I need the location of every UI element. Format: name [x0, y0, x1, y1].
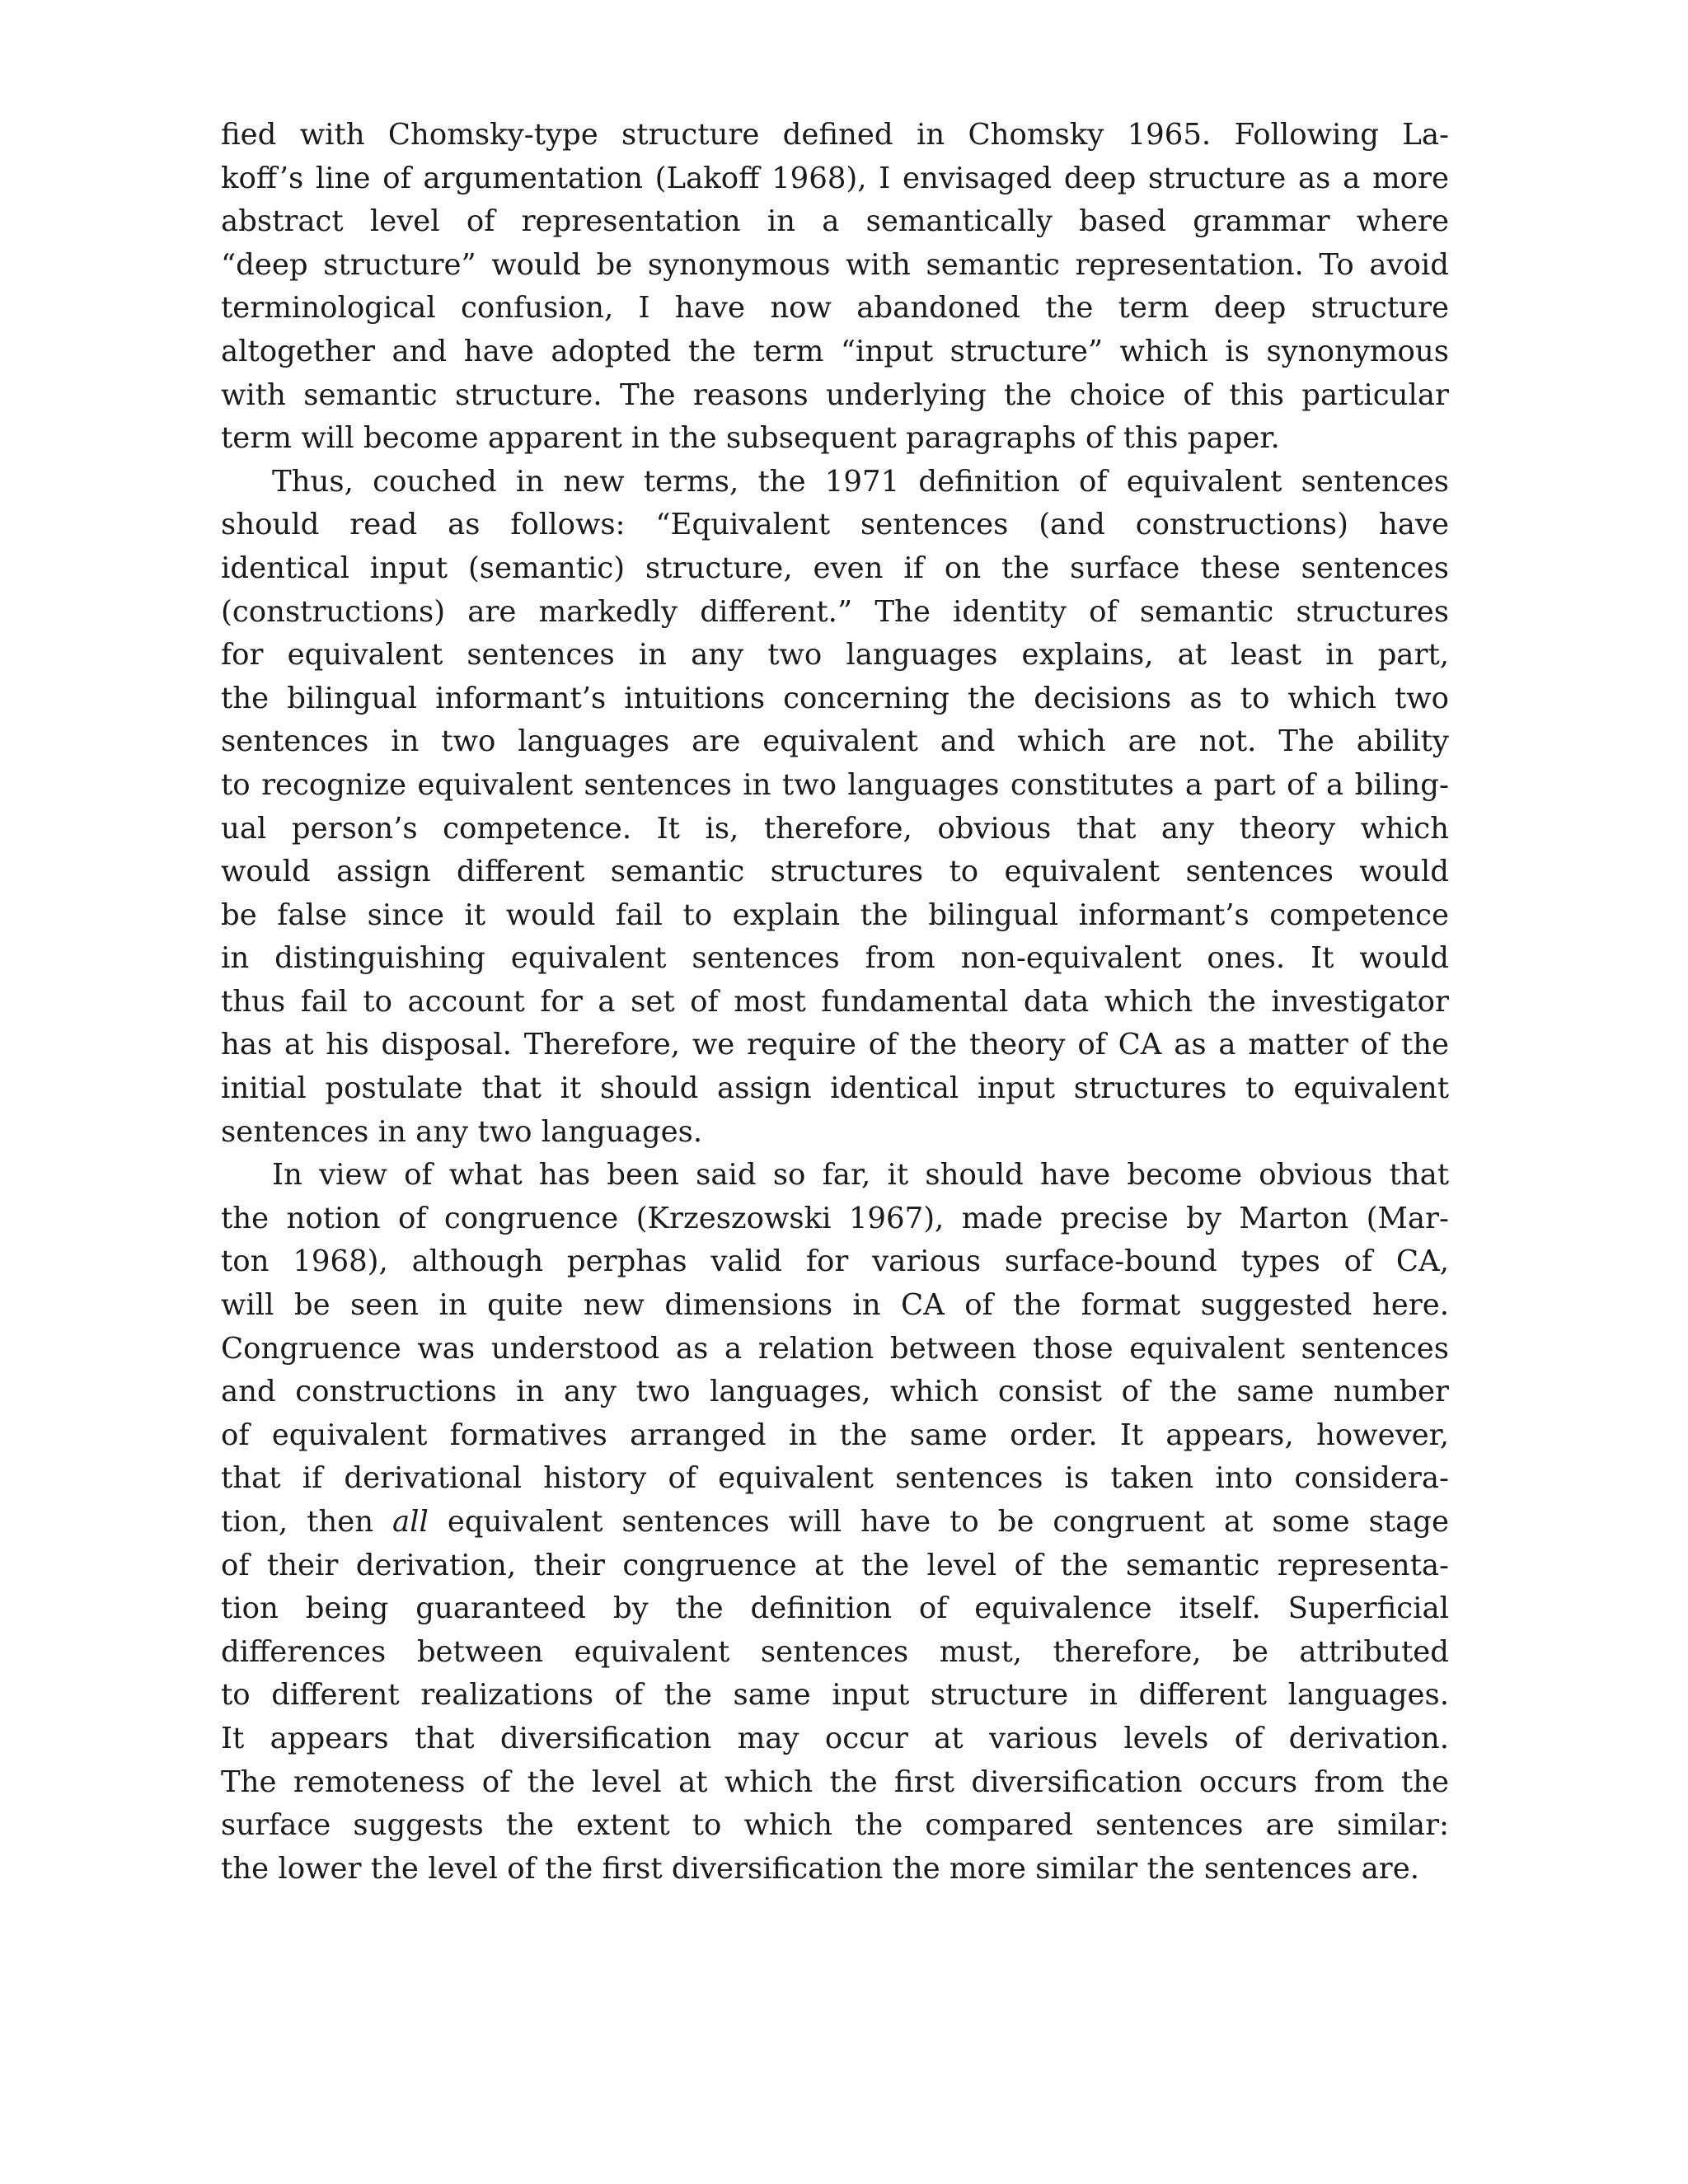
text-line: tion being guaranteed by the definition of equivalence itself. Superficial	[221, 1591, 1449, 1626]
paragraph	[221, 461, 1449, 1155]
text-line: would assign different semantic structures to equivalent sentences would	[221, 855, 1449, 889]
text-line: to recognize equivalent sentences in two languages constitutes a part of a biling-	[221, 767, 1449, 802]
text-line: be false since it would fail to explain the bilingual informant’s competence	[221, 898, 1449, 932]
text-line: terminological confusion, I have now abandoned the term deep structure	[221, 291, 1449, 326]
text-line: term will become apparent in the subsequent paragraphs of this paper.	[221, 421, 1280, 456]
text-line: differences between equivalent sentences must, therefore, be attributed	[221, 1634, 1449, 1669]
text-line: koff’s line of argumentation (Lakoff 1968), I envisaged deep structure as a more	[221, 161, 1449, 195]
text-line: in distinguishing equivalent sentences from non-equivalent ones. It would	[221, 941, 1449, 976]
text-line: will be seen in quite new dimensions in CA of the format suggested here.	[221, 1288, 1449, 1323]
text-line: of their derivation, their congruence at the level of the semantic representa-	[221, 1548, 1449, 1582]
text-line: Thus, couched in new terms, the 1971 definition of equivalent sentences	[272, 464, 1449, 499]
text-line: identical input (semantic) structure, even if on the surface these sentences	[221, 551, 1449, 585]
text-line: sentences in any two languages.	[221, 1114, 703, 1149]
text-line: abstract level of representation in a semantically based grammar where	[221, 204, 1449, 239]
text-line: ton 1968), although perphas valid for various surface-bound types of CA,	[221, 1244, 1449, 1279]
text-line: surface suggests the extent to which the compared sentences are similar:	[221, 1808, 1449, 1843]
text-line: In view of what has been said so far, it should have become obvious that	[272, 1158, 1449, 1193]
text-line: the notion of congruence (Krzeszowski 1967), made precise by Marton (Mar-	[221, 1201, 1449, 1235]
text-line: tion, then all equivalent sentences will have to be congruent at some stage	[221, 1505, 1449, 1539]
text-line: thus fail to account for a set of most fundamental data which the investigator	[221, 984, 1449, 1019]
text-line: ual person’s competence. It is, therefore, obvious that any theory which	[221, 811, 1449, 846]
text-line: has at his disposal. Therefore, we require of the theory of CA as a matter of the	[221, 1028, 1449, 1062]
paragraph	[221, 1154, 1449, 1891]
text-line: the bilingual informant’s intuitions concerning the decisions as to which two	[221, 681, 1449, 715]
text-line: (constructions) are markedly different.” The identity of semantic structures	[221, 594, 1449, 629]
text-line: for equivalent sentences in any two languages explains, at least in part,	[221, 638, 1449, 673]
text-line: The remoteness of the level at which the first diversification occurs from the	[221, 1765, 1449, 1799]
text-line: sentences in two languages are equivalent and which are not. The ability	[221, 724, 1449, 759]
text-line: should read as follows: “Equivalent sentences (and constructions) have	[221, 508, 1449, 542]
text-line: initial postulate that it should assign identical input structures to equivalent	[221, 1071, 1449, 1106]
text-line: It appears that diversification may occur at various levels of derivation.	[221, 1721, 1449, 1755]
text-line: with semantic structure. The reasons underlying the choice of this particular	[221, 377, 1449, 412]
text-line: to different realizations of the same input structure in different languages.	[221, 1678, 1449, 1713]
paragraph	[221, 114, 1449, 461]
text-line: Congruence was understood as a relation between those equivalent sentences	[221, 1331, 1449, 1366]
text-line: altogether and have adopted the term “input structure” which is synonymous	[221, 334, 1449, 368]
text-line: fied with Chomsky-type structure defined in Chomsky 1965. Following La-	[221, 118, 1449, 152]
text-line: that if derivational history of equivalent sentences is taken into considera-	[221, 1461, 1449, 1496]
text-line: and constructions in any two languages, which consist of the same number	[221, 1375, 1449, 1409]
text-line: of equivalent formatives arranged in the same order. It appears, however,	[221, 1418, 1449, 1452]
body-text	[221, 114, 1449, 1891]
text-line: the lower the level of the first diversification the more similar the sentences are.	[221, 1851, 1420, 1886]
text-line: “deep structure” would be synonymous with semantic representation. To avoid	[221, 247, 1449, 282]
